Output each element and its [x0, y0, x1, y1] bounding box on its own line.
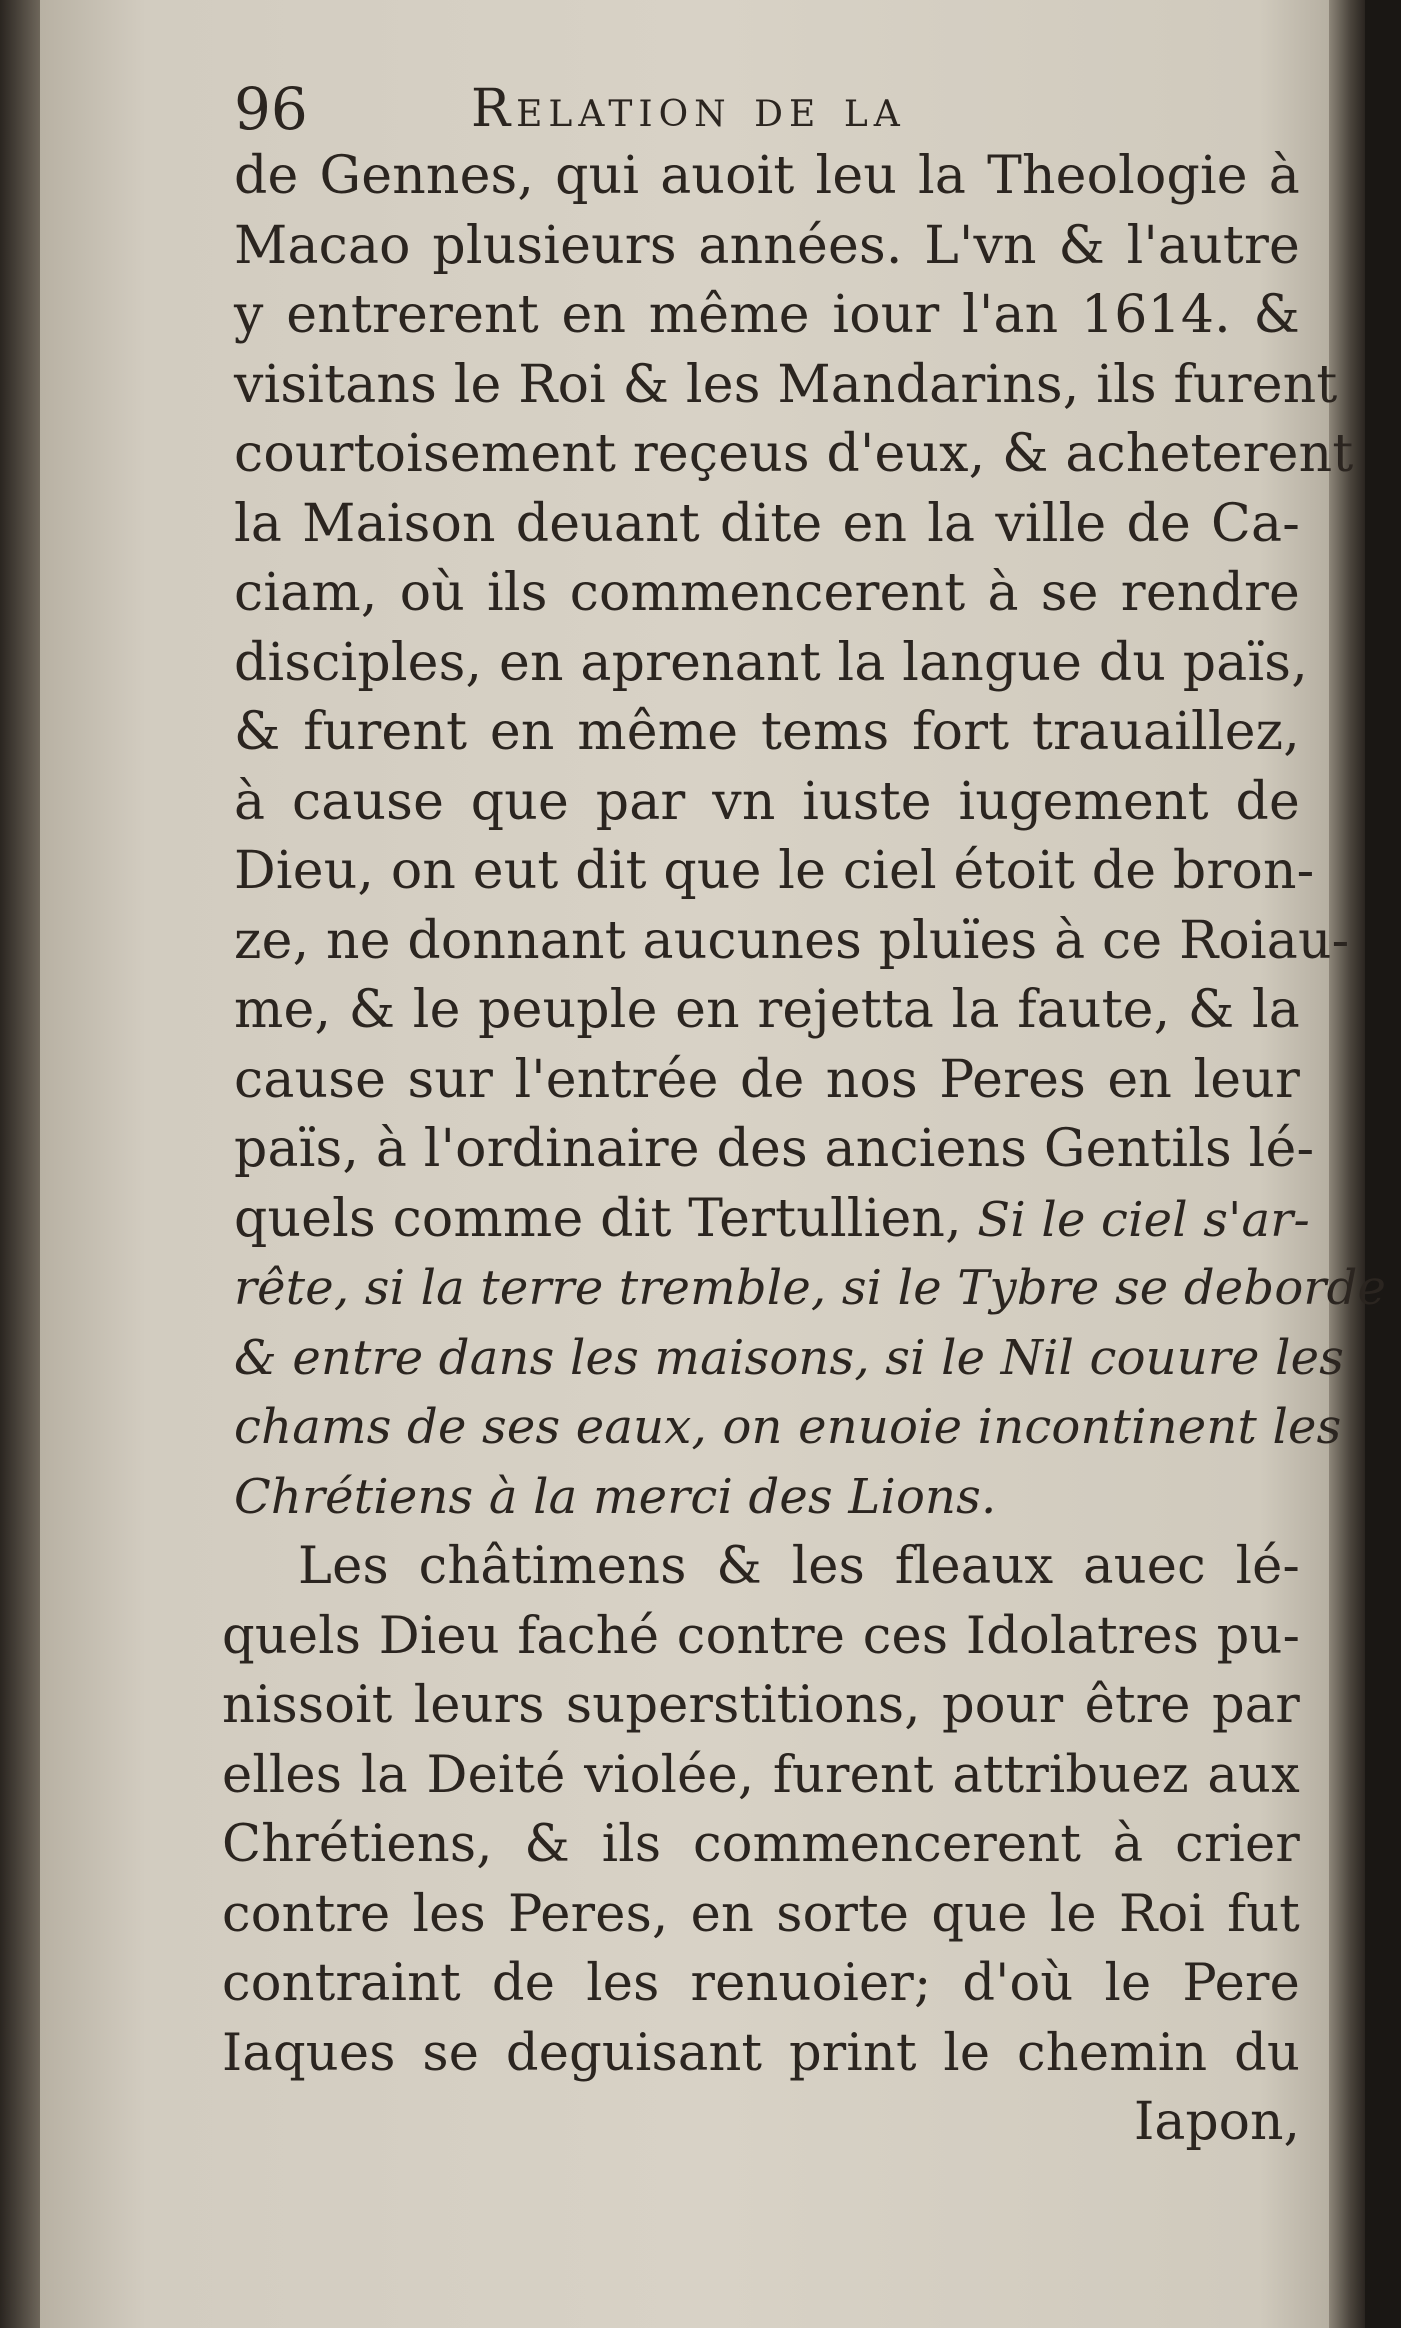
text-line: [196, 1602, 1316, 1672]
text-line-main: Iaques se deguisant print le chemin du: [222, 2023, 1300, 2083]
text-line-main: rête, si la terre tremble, si le Tybre se deborde: [234, 1260, 1387, 1316]
text-line: [196, 142, 1316, 212]
text-line-main: & furent en même tems fort trauaillez,: [234, 702, 1300, 762]
text-line: [196, 1810, 1316, 1880]
text-line-main: de Gennes, qui auoit leu la Theologie à: [234, 146, 1300, 206]
page-edge-shadow: [1329, 0, 1365, 2328]
text-line-main: Macao plusieurs années. L'vn & l'autre: [234, 215, 1300, 276]
text-line-main: quels Dieu faché contre ces Idolatres pu-: [222, 1606, 1300, 1666]
text-line: [196, 1046, 1316, 1116]
text-line: [196, 420, 1354, 490]
text-line: [196, 559, 1316, 629]
text-line: [196, 1671, 1316, 1741]
text-line: [196, 837, 1316, 907]
text-line-main: elles la Deité violée, furent attribuez aux: [222, 1745, 1300, 1805]
text-block: [196, 75, 1387, 2158]
text-line: [196, 490, 1316, 560]
text-line: [196, 212, 1316, 282]
text-line-main: chams de ses eaux, on enuoie incontinent les: [234, 1399, 1342, 1455]
text-line: [196, 1949, 1316, 2019]
text-line-main: courtoisement reçeus d'eux, & acheterent: [234, 424, 1354, 484]
text-line: [196, 1393, 1342, 1463]
text-line-main: païs, à l'ordinaire des anciens Gentils lé-: [234, 1119, 1315, 1179]
text-line-main: Dieu, on eut dit que le ciel étoit de bron-: [234, 841, 1315, 901]
text-line-main: & entre dans les maisons, si le Nil couure les: [234, 1329, 1345, 1386]
text-line: [196, 629, 1316, 699]
running-head: [196, 76, 1316, 142]
text-line: [196, 1532, 1316, 1602]
page-number: 96: [234, 75, 308, 143]
text-line: [196, 1115, 1316, 1185]
text-line-main: Chrétiens, & ils commencerent à crier: [222, 1815, 1300, 1874]
text-line: [196, 1741, 1316, 1811]
running-title: Relation de la: [471, 79, 906, 139]
text-line-main: y entrerent en même iour l'an 1614. &: [234, 285, 1300, 345]
text-line-main: contraint de les renuoier; d'où le Pere: [222, 1954, 1300, 2013]
text-line-main: contre les Peres, en sorte que le Roi fut: [222, 1884, 1300, 1944]
text-line: [196, 281, 1316, 351]
text-line: [196, 1185, 1316, 1255]
text-line-main: à cause que par vn iuste iugement de: [234, 771, 1300, 832]
body-text: [196, 142, 1387, 2088]
text-line: [196, 2019, 1316, 2089]
text-line-main: quels comme dit Tertullien,: [234, 1188, 962, 1249]
text-line: [196, 1463, 1316, 1533]
text-line-italic-tail: Si le ciel s'ar-: [961, 1191, 1310, 1248]
text-line: [196, 976, 1316, 1046]
text-line-main: Chrétiens à la merci des Lions.: [234, 1468, 997, 1525]
text-line-main: visitans le Roi & les Mandarins, ils furent: [234, 354, 1338, 415]
text-line-main: me, & le peuple en rejetta la faute, & la: [234, 980, 1300, 1040]
text-line: [196, 1880, 1316, 1950]
text-line-main: la Maison deuant dite en la ville de Ca-: [234, 493, 1300, 554]
text-line: [196, 698, 1316, 768]
text-line: [196, 1324, 1345, 1394]
text-line-main: Les châtimens & les fleaux auec lé-: [298, 1537, 1300, 1596]
text-line-main: ciam, où ils commencerent à se rendre: [234, 563, 1300, 623]
text-line-main: nissoit leurs superstitions, pour être par: [222, 1676, 1300, 1735]
text-line: [196, 907, 1350, 977]
text-line: [196, 351, 1338, 421]
text-line-main: disciples, en aprenant la langue du païs,: [234, 632, 1308, 693]
catchword: Iapon,: [1133, 2092, 1300, 2152]
text-line-main: cause sur l'entrée de nos Peres en leur: [234, 1049, 1300, 1110]
text-line: [196, 1254, 1387, 1324]
text-line-main: ze, ne donnant aucunes pluïes à ce Roiau-: [234, 910, 1350, 971]
text-line: [196, 768, 1316, 838]
